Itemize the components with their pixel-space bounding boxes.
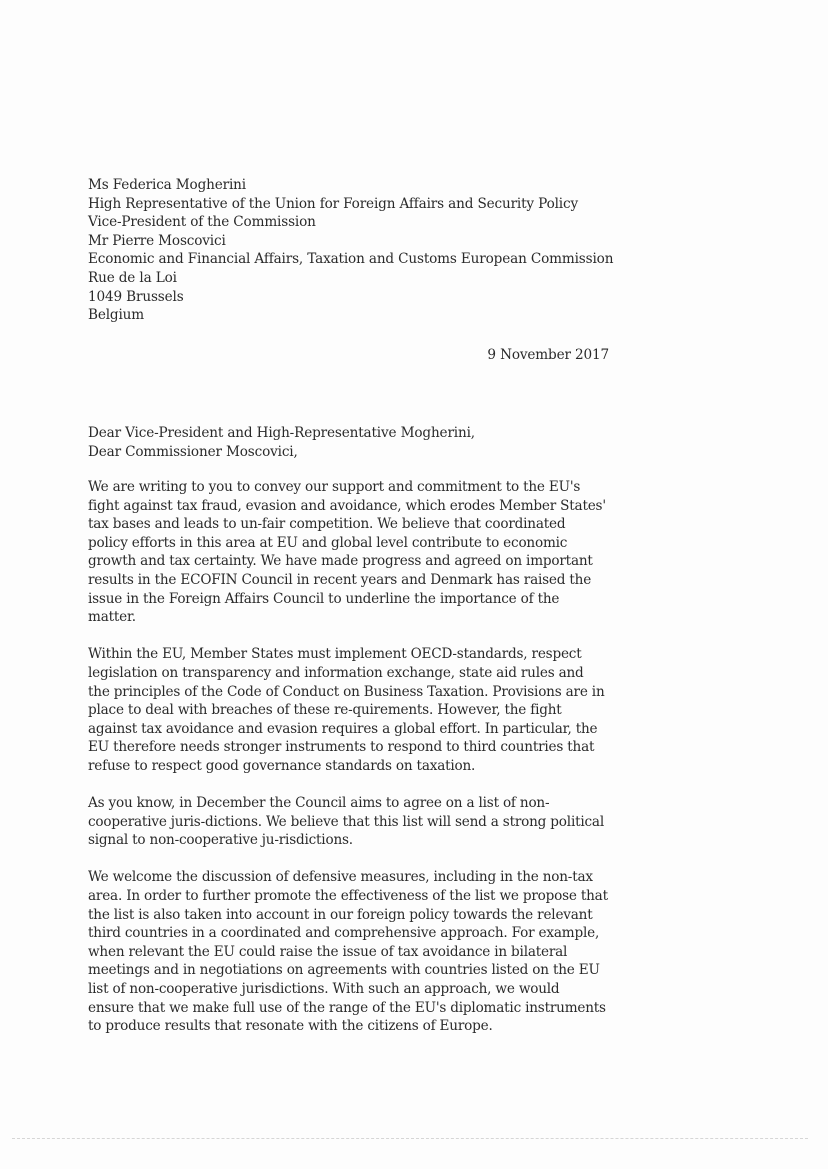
letter-body: [88, 478, 608, 1054]
body-paragraph: Within the EU, Member States must implement OECD-standards, respect legislation on transparency and information exchange, state aid rules and the principles of the Code of Conduct on Business Taxation. Provisions are in place to deal with breaches of these re-quirements. However, the fight against tax avoidance and evasion requires a global effort. In particular, the EU therefore needs stronger instruments to respond to third countries that refuse to respect good governance standards on taxation.: [88, 646, 605, 774]
salutation-line: Dear Vice-President and High-Representative Mogherini,: [88, 425, 475, 441]
scan-edge-divider: [12, 1138, 808, 1139]
salutation-line: Dear Commissioner Moscovici,: [88, 443, 298, 460]
recipient-line: Economic and Financial Affairs, Taxation and Customs European Commission: [88, 251, 614, 268]
recipient-line: Rue de la Loi: [88, 269, 177, 286]
recipient-line: Vice-President of the Commission: [88, 214, 316, 231]
body-paragraph: We are writing to you to convey our support and commitment to the EU's fight against tax fraud, evasion and avoidance, which erodes Member States' tax bases and leads to un-fair competition. We believe that coordinated policy efforts in this area at EU and global level contribute to economic growth and tax certainty. We have made progress and agreed on important results in the ECOFIN Council in recent years and Denmark has raised the issue in the Foreign Affairs Council to underline the importance of the matter.: [88, 479, 606, 626]
letter-date: 9 November 2017: [487, 347, 609, 363]
recipient-address-block: [88, 176, 613, 325]
recipient-line: Belgium: [88, 307, 145, 324]
recipient-line: Mr Pierre Moscovici: [88, 232, 226, 249]
recipient-line: Ms Federica Mogherini: [88, 177, 246, 193]
salutation-block: [88, 424, 475, 461]
recipient-line: High Representative of the Union for Foreign Affairs and Security Policy: [88, 195, 578, 212]
recipient-line: 1049 Brussels: [88, 288, 184, 305]
body-paragraph: We welcome the discussion of defensive measures, including in the non-tax area. In order to further promote the effectiveness of the list we propose that the list is also taken into account in our foreign policy towards the relevant third countries in a coordinated and comprehensive approach. For example, when relevant the EU could raise the issue of tax avoidance in bilateral meetings and in negotiations on agreements with countries listed on the EU list of non-cooperative jurisdictions. With such an approach, we would ensure that we make full use of the range of the EU's diplomatic instruments to produce results that resonate with the citizens of Europe.: [88, 869, 608, 1035]
body-paragraph: As you know, in December the Council aims to agree on a list of non-cooperative juris-dictions. We believe that this list will send a strong political signal to non-cooperative ju-risdictions.: [88, 795, 604, 849]
